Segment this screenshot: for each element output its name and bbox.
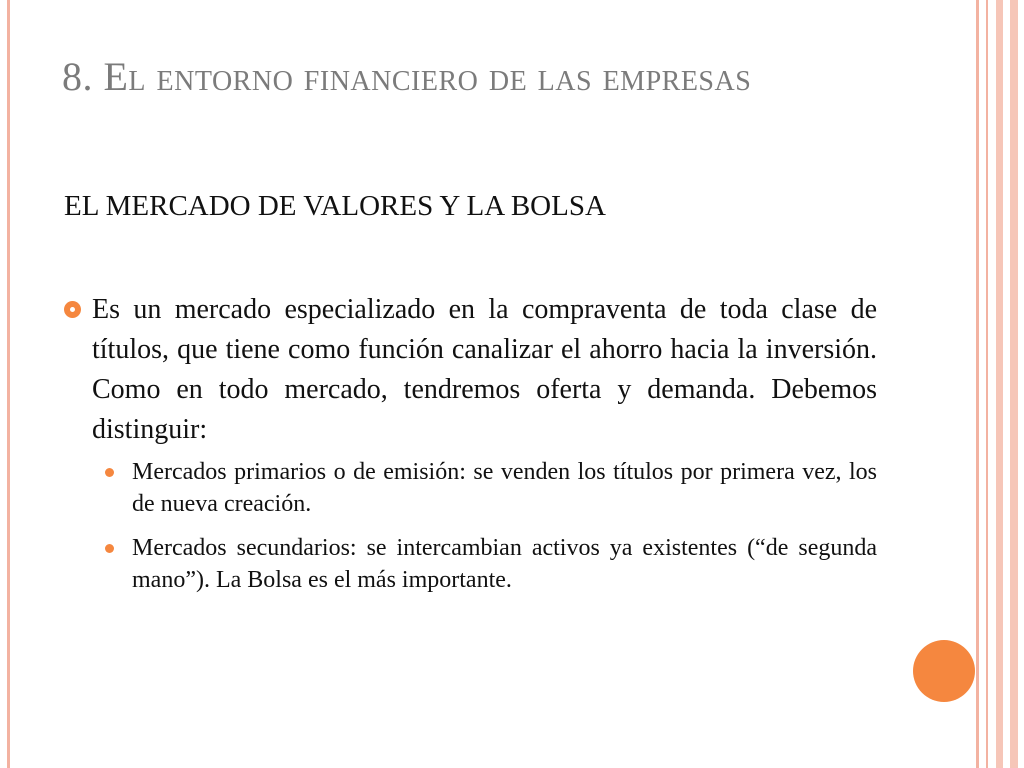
right-frame-line-3 xyxy=(996,0,1003,768)
sub-bullet-list xyxy=(62,456,877,596)
sub-bullet-dot-icon xyxy=(105,468,114,477)
right-frame-line-2 xyxy=(986,0,988,768)
sub-bullet-text: Mercados primarios o de emisión: se venden los títulos por primera vez, los de nueva creación. xyxy=(132,459,877,517)
sub-bullet-text: Mercados secundarios: se intercambian activos ya existentes (“de segunda mano”). La Bolsa es el más importante. xyxy=(132,535,877,593)
sub-bullet-item xyxy=(132,532,877,596)
orange-bullet-icon xyxy=(64,301,81,318)
sub-bullet-dot-icon xyxy=(105,544,114,553)
right-frame-line-1 xyxy=(976,0,979,768)
main-bullet xyxy=(62,290,877,450)
content-block xyxy=(62,290,877,608)
slide-subtitle: EL MERCADO DE VALORES Y LA BOLSA xyxy=(64,190,606,222)
right-frame-line-4 xyxy=(1010,0,1018,768)
main-bullet-text: Es un mercado especializado en la compraventa de toda clase de títulos, que tiene como función canalizar el ahorro hacia la inversión. Como en todo mercado, tendremos oferta y demanda. Debemos distinguir: xyxy=(92,294,877,445)
sub-bullet-item xyxy=(132,456,877,520)
left-frame-line xyxy=(7,0,10,768)
slide-title: 8. El entorno financiero de las empresas xyxy=(62,54,752,99)
decorative-orange-circle xyxy=(913,640,975,702)
